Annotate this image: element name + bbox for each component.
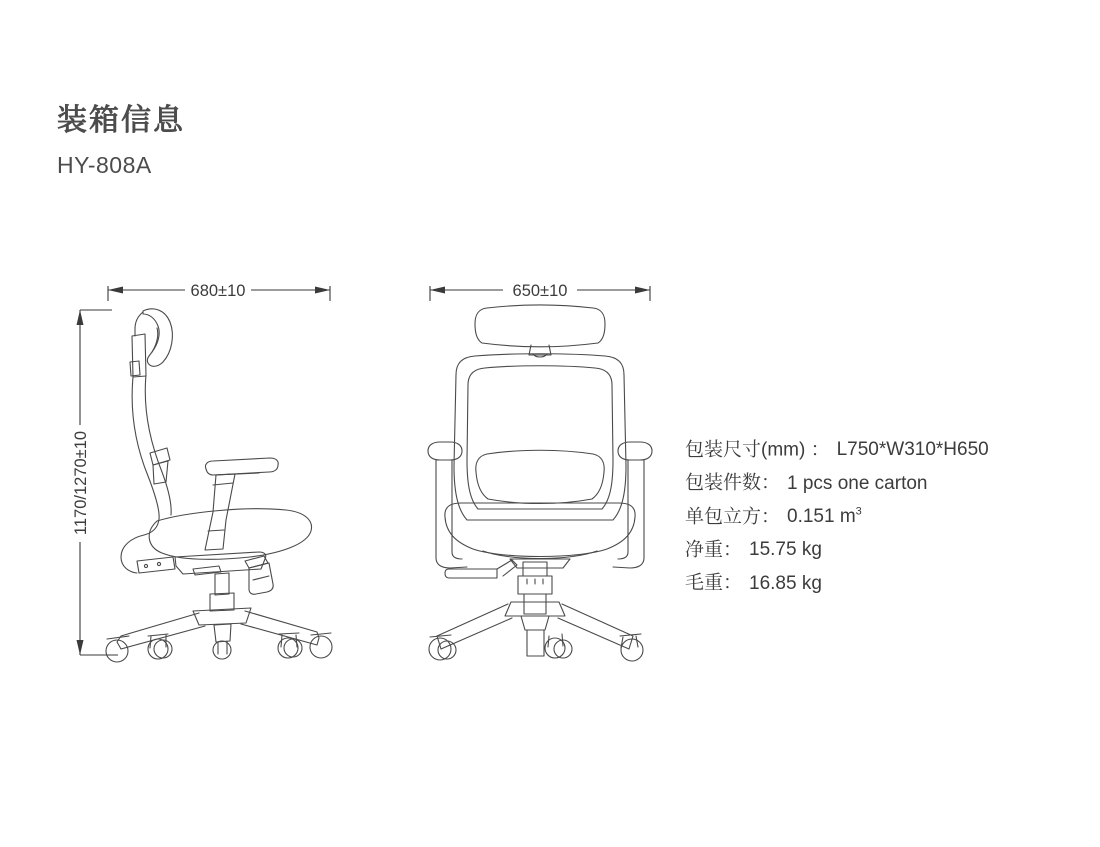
spec-label: 单包立方： (685, 505, 781, 527)
chair-side-view-drawing (55, 270, 355, 682)
side-view-dimensions (72, 282, 330, 655)
front-view-dimensions (430, 282, 650, 301)
packing-specs (685, 431, 1085, 598)
spec-label: 毛重： (685, 572, 743, 594)
spec-row-package-size (685, 431, 1085, 464)
spec-row-net-weight (685, 531, 1085, 564)
front-width-dimension-label: 650±10 (512, 282, 568, 300)
spec-value: 1 pcs one carton (787, 472, 928, 494)
spec-value: 16.85 kg (749, 572, 822, 594)
model-code: HY-808A (57, 152, 152, 178)
spec-label: 包装尺寸(mm) ： (685, 439, 830, 461)
spec-row-package-volume (685, 498, 1085, 531)
spec-row-package-count (685, 464, 1085, 497)
side-height-dimension-label: 1170/1270±10 (72, 430, 90, 536)
spec-row-gross-weight (685, 564, 1085, 597)
chair-front-art (428, 305, 652, 661)
spec-value: L750*W310*H650 (836, 439, 989, 461)
page-title: 装箱信息 (57, 104, 185, 137)
spec-label: 包装件数： (685, 472, 781, 494)
spec-value: 15.75 kg (749, 539, 822, 561)
chair-side-art (106, 309, 332, 662)
spec-label: 净重： (685, 539, 743, 561)
chair-front-view-drawing (415, 270, 665, 680)
spec-value: 0.151 $m^3$ (787, 505, 862, 527)
side-width-dimension-label: 680±10 (190, 282, 246, 300)
